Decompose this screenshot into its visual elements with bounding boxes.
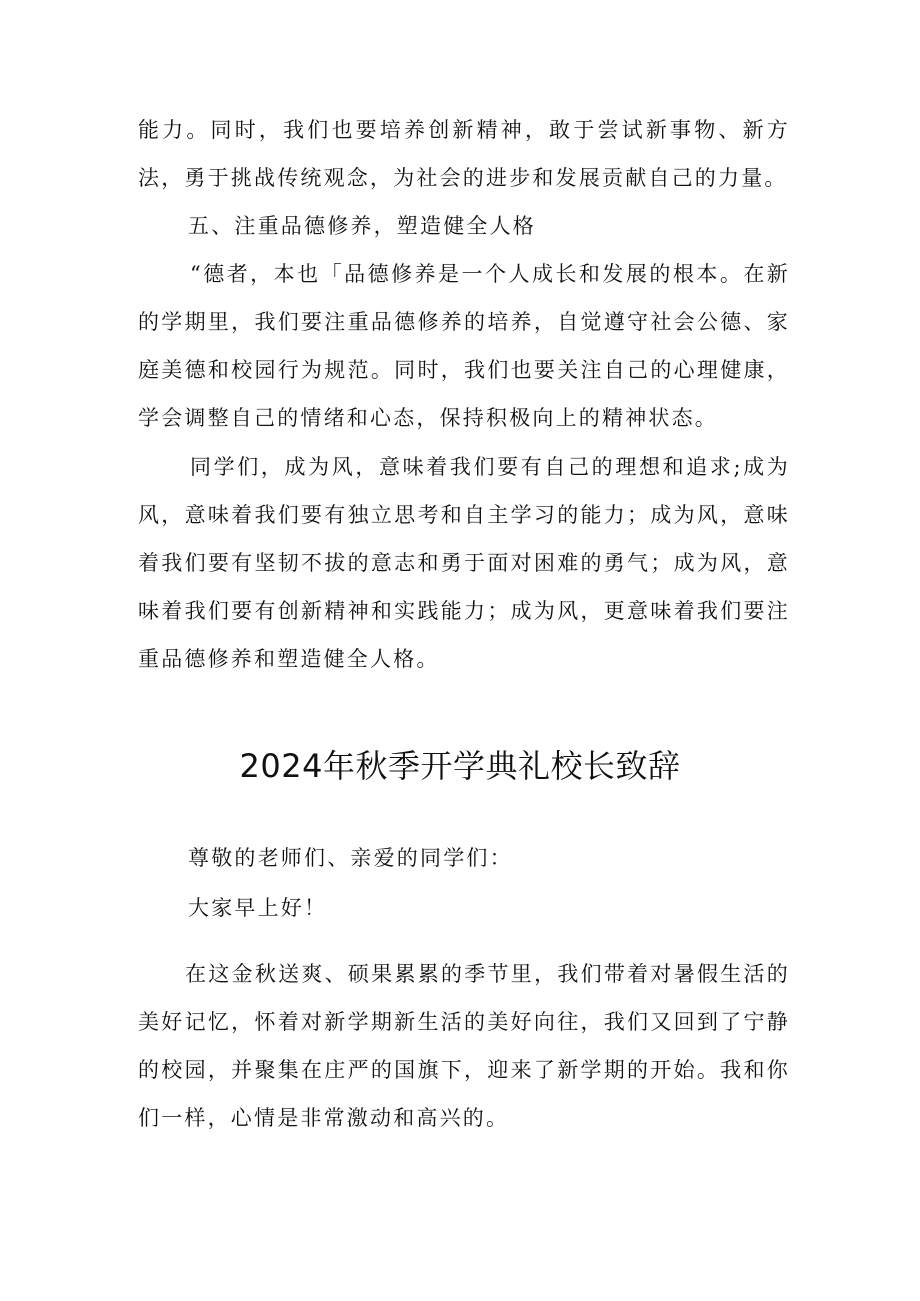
paragraph-opening: 在这金秋送爽、硕果累累的季节里，我们带着对暑假生活的美好记忆，怀着对新学期新生活的美好向往，我们又回到了宁静的校园，并聚集在庄严的国旗下，迎来了新学期的开始。我和你们一样，心情是非常激动和高兴的。 <box>138 962 790 1130</box>
section-heading-character: 五、注重品德修养，塑造健全人格 <box>188 214 536 238</box>
paragraph-character-cultivation: “德者，本也「品德修养是一个人成长和发展的根本。在新的学期里，我们要注重品德修养的培养，自觉遵守社会公德、家庭美德和校园行为规范。同时，我们也要关注自己的心理健康，学会调整自己的情绪和心态，保持积极向上的精神状态。 <box>138 262 790 430</box>
paragraph-become-wind: 同学们，成为风，意味着我们要有自己的理想和追求;成为风，意味着我们要有独立思考和自主学习的能力；成为风，意味着我们要有坚韧不拔的意志和勇于面对困难的勇气；成为风，意味着我们要有创新精神和实践能力；成为风，更意味着我们要注重品德修养和塑造健全人格。 <box>138 455 790 671</box>
paragraph-innovation-ending: 能力。同时，我们也要培养创新精神，敢于尝试新事物、新方法，勇于挑战传统观念，为社会的进步和发展贡献自己的力量。 <box>138 118 790 190</box>
greeting: 大家早上好！ <box>188 896 328 920</box>
salutation: 尊敬的老师们、亲爱的同学们： <box>188 846 513 870</box>
speech-title: 2024年秋季开学典礼校长致辞 <box>239 747 681 785</box>
